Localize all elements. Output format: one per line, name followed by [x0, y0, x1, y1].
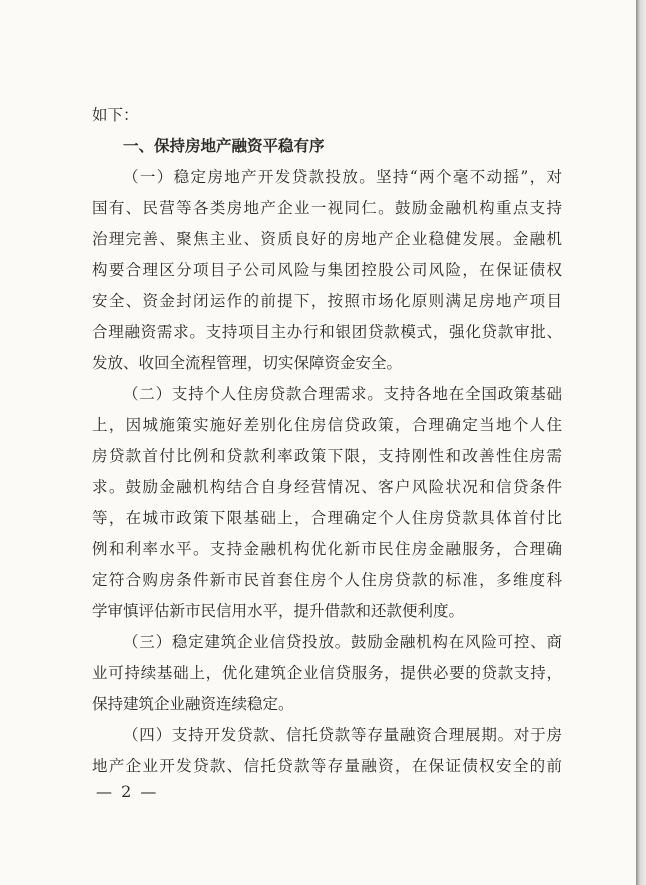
- text-line: （二）支持个人住房贷款合理需求。支持各地在全国政策基础: [123, 385, 562, 403]
- text-line: 如下：: [92, 106, 139, 124]
- page-edge-shadow: [636, 0, 646, 885]
- body-text: [92, 100, 562, 782]
- text-line: （一）稳定房地产开发贷款投放。坚持“两个毫不动摇”，对: [123, 168, 562, 186]
- text-line: 国有、民营等各类房地产企业一视同仁。鼓励金融机构重点支持: [92, 199, 562, 217]
- text-line: （四）支持开发贷款、信托贷款等存量融资合理展期。对于房: [123, 726, 562, 744]
- text-line: 地产企业开发贷款、信托贷款等存量融资，在保证债权安全的前: [92, 757, 562, 775]
- text-line: 上，因城施策实施好差别化住房信贷政策，合理确定当地个人住: [92, 416, 562, 434]
- text-line: 保持建筑企业融资连续稳定。: [92, 695, 294, 713]
- text-line: 治理完善、聚焦主业、资质良好的房地产企业稳健发展。金融机: [92, 230, 562, 248]
- text-line: 例和利率水平。支持金融机构优化新市民住房金融服务，合理确: [92, 540, 562, 558]
- text-line: 房贷款首付比例和贷款利率政策下限，支持刚性和改善性住房需: [92, 447, 562, 465]
- page-number: — 2 —: [96, 782, 159, 801]
- text-line: （三）稳定建筑企业信贷投放。鼓励金融机构在风险可控、商: [123, 633, 562, 651]
- text-line: 安全、资金封闭运作的前提下，按照市场化原则满足房地产项目: [92, 292, 562, 310]
- text-line: 定符合购房条件新市民首套住房个人住房贷款的标准，多维度科: [92, 571, 562, 589]
- text-line: 学审慎评估新市民信用水平，提升借款和还款便利度。: [92, 602, 465, 620]
- text-line: 合理融资需求。支持项目主办行和银团贷款模式，强化贷款审批、: [92, 323, 562, 341]
- section-heading: 一、保持房地产融资平稳有序: [123, 137, 325, 155]
- text-line: 等，在城市政策下限基础上，合理确定个人住房贷款具体首付比: [92, 509, 562, 527]
- text-line: 业可持续基础上，优化建筑企业信贷服务，提供必要的贷款支持，: [92, 664, 562, 682]
- text-line: 发放、收回全流程管理，切实保障资金安全。: [92, 354, 403, 372]
- text-line: 求。鼓励金融机构结合自身经营情况、客户风险状况和信贷条件: [92, 478, 562, 496]
- text-line: 构要合理区分项目子公司风险与集团控股公司风险，在保证债权: [92, 261, 562, 279]
